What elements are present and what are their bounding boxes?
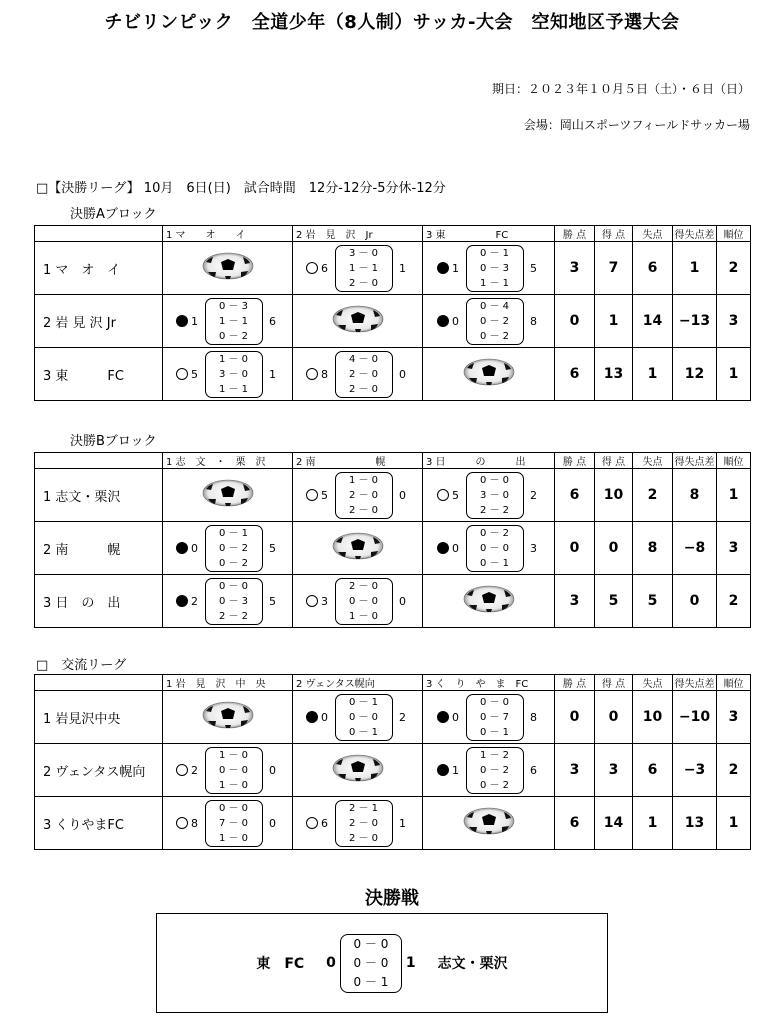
halves-scores: [335, 472, 393, 519]
block-a-label: 決勝Aブロック: [70, 207, 157, 222]
match-cell: [423, 242, 555, 295]
match-cell: [423, 295, 555, 348]
match-cell: [423, 522, 555, 575]
header-opponent: 3 く り や ま FC: [423, 675, 555, 691]
halves-scores: [205, 800, 263, 847]
half-score: 2 － 0: [348, 580, 379, 592]
table-header-row: [35, 675, 751, 691]
stat-value: 6: [633, 242, 673, 295]
open-circle-icon: [306, 262, 318, 274]
stat-value: 2: [717, 242, 751, 295]
half-score: 7 － 0: [218, 817, 249, 829]
date-line: 期日：２０２３年１０月５日（土）・６日（日）: [491, 82, 750, 96]
goals-for: 0: [452, 541, 459, 555]
header-opponent: 1 岩 見 沢 中 央: [163, 675, 293, 691]
filled-circle-icon: [437, 315, 449, 327]
half-score: 1 － 2: [479, 749, 510, 761]
goals-against: 1: [399, 816, 406, 830]
halves-scores: [205, 351, 263, 398]
soccer-ball-icon: [463, 807, 515, 839]
filled-circle-icon: [176, 542, 188, 554]
header-corner: [35, 453, 163, 469]
goals-for: 5: [452, 488, 459, 502]
stat-value: 3: [717, 295, 751, 348]
half-score: 0 － 0: [479, 474, 510, 486]
half-score: 0 － 7: [479, 711, 510, 723]
team-name: 3 日 の 出: [35, 575, 163, 628]
filled-circle-icon: [437, 262, 449, 274]
team-name: 3 東 FC: [35, 348, 163, 401]
halves-scores: [466, 747, 524, 794]
header-stat: 勝 点: [555, 453, 595, 469]
goals-against: 6: [269, 314, 276, 328]
half-score: 0 － 2: [479, 315, 510, 327]
stat-value: 3: [595, 744, 633, 797]
half-score: 4 － 0: [348, 353, 379, 365]
header-opponent: 1 志 文 ・ 栗 沢: [163, 453, 293, 469]
half-score: 3 － 0: [348, 247, 379, 259]
goals-against: 1: [399, 261, 406, 275]
open-circle-icon: [306, 368, 318, 380]
stat-value: 7: [595, 242, 633, 295]
header-stat: 勝 点: [555, 675, 595, 691]
match-cell: [163, 797, 293, 850]
half-score: 0 － 4: [479, 300, 510, 312]
half-score: 0 － 2: [218, 542, 249, 554]
soccer-ball-icon: [202, 701, 254, 733]
halves-scores: [205, 298, 263, 345]
stat-value: 3: [717, 522, 751, 575]
half-score: 0 － 0: [479, 696, 510, 708]
stat-value: 6: [555, 348, 595, 401]
stat-value: 2: [717, 575, 751, 628]
half-score: 0 － 2: [479, 779, 510, 791]
match-cell: [163, 348, 293, 401]
stat-value: 1: [717, 469, 751, 522]
goals-for: 8: [191, 816, 198, 830]
header-stat: 得 点: [595, 226, 633, 242]
goals-for: 0: [452, 314, 459, 328]
halves-scores: [466, 525, 524, 572]
goals-for: 1: [191, 314, 198, 328]
goals-for: 3: [321, 594, 328, 608]
section-exchange-league: □ 交流リーグ: [36, 658, 127, 673]
match-cell: [293, 469, 423, 522]
team-name: 2 南 幌: [35, 522, 163, 575]
header-stat: 順位: [717, 453, 751, 469]
halves-scores: [466, 694, 524, 741]
goals-against: 2: [399, 710, 406, 724]
self-cell: [293, 295, 423, 348]
header-opponent: 1 マ オ イ: [163, 226, 293, 242]
open-circle-icon: [306, 595, 318, 607]
self-cell: [423, 797, 555, 850]
goals-against: 0: [399, 594, 406, 608]
header-opponent: 3 日 の 出: [423, 453, 555, 469]
half-score: 1 － 1: [348, 262, 379, 274]
stat-value: −10: [673, 691, 717, 744]
match-cell: [293, 348, 423, 401]
stat-value: 6: [555, 797, 595, 850]
final-away-team: 志文・栗沢: [437, 956, 508, 972]
goals-for: 0: [191, 541, 198, 555]
stat-value: 1: [633, 797, 673, 850]
stat-value: 0: [595, 522, 633, 575]
soccer-ball-icon: [202, 252, 254, 284]
soccer-ball-icon: [202, 479, 254, 511]
halves-scores: [335, 800, 393, 847]
filled-circle-icon: [176, 595, 188, 607]
final-title: 決勝戦: [365, 888, 419, 909]
table-row: [35, 575, 751, 628]
half-score: 0 － 0: [348, 595, 379, 607]
goals-for: 6: [321, 261, 328, 275]
goals-for: 8: [321, 367, 328, 381]
table-header-row: [35, 453, 751, 469]
header-stat: 順位: [717, 675, 751, 691]
header-stat: 得失点差: [673, 675, 717, 691]
header-opponent: 2 ヴェンタス幌向: [293, 675, 423, 691]
stat-value: 2: [633, 469, 673, 522]
team-name: 1 志文・栗沢: [35, 469, 163, 522]
match-cell: [163, 522, 293, 575]
goals-for: 2: [191, 763, 198, 777]
goals-against: 8: [530, 710, 537, 724]
half-score: 0 － 1: [348, 726, 379, 738]
filled-circle-icon: [437, 711, 449, 723]
goals-for: 1: [452, 261, 459, 275]
goals-for: 2: [191, 594, 198, 608]
team-name: 2 ヴェンタス幌向: [35, 744, 163, 797]
goals-for: 5: [191, 367, 198, 381]
self-cell: [293, 522, 423, 575]
final-box: [156, 913, 608, 1013]
halves-scores: [466, 298, 524, 345]
open-circle-icon: [176, 817, 188, 829]
goals-against: 3: [530, 541, 537, 555]
stat-value: 12: [673, 348, 717, 401]
halves-scores: [335, 578, 393, 625]
final-half-3: 0 － 1: [353, 974, 389, 989]
soccer-ball-icon: [463, 585, 515, 617]
stat-value: 0: [555, 522, 595, 575]
halves-scores: [335, 694, 393, 741]
half-score: 0 － 0: [218, 580, 249, 592]
half-score: 0 － 0: [348, 711, 379, 723]
half-score: 0 － 2: [218, 330, 249, 342]
goals-for: 1: [452, 763, 459, 777]
block-b-label: 決勝Bブロック: [70, 434, 157, 449]
half-score: 2 － 0: [348, 277, 379, 289]
header-stat: 順位: [717, 226, 751, 242]
self-cell: [423, 348, 555, 401]
final-halves: [340, 934, 402, 993]
page-title: チビリンピック 全道少年（8人制）サッカ-大会 空知地区予選大会: [104, 12, 680, 33]
stat-value: 3: [555, 242, 595, 295]
half-score: 2 － 2: [218, 610, 249, 622]
half-score: 0 － 2: [479, 764, 510, 776]
header-stat: 得 点: [595, 675, 633, 691]
table-row: [35, 348, 751, 401]
match-cell: [423, 469, 555, 522]
goals-against: 0: [399, 488, 406, 502]
stat-value: 0: [595, 691, 633, 744]
goals-for: 0: [452, 710, 459, 724]
goals-against: 5: [269, 541, 276, 555]
stat-value: 3: [717, 691, 751, 744]
half-score: 2 － 0: [348, 504, 379, 516]
match-cell: [293, 691, 423, 744]
team-name: 2 岩 見 沢 Jr: [35, 295, 163, 348]
stat-value: 3: [555, 744, 595, 797]
final-away-score: 1: [405, 955, 416, 971]
stat-value: 0: [555, 691, 595, 744]
half-score: 2 － 0: [348, 832, 379, 844]
stat-value: −8: [673, 522, 717, 575]
stat-value: 13: [673, 797, 717, 850]
half-score: 2 － 2: [479, 504, 510, 516]
stat-value: 1: [717, 797, 751, 850]
open-circle-icon: [437, 489, 449, 501]
final-half-2: 0 － 0: [353, 955, 389, 970]
match-cell: [163, 744, 293, 797]
table-header-row: [35, 226, 751, 242]
table-row: [35, 522, 751, 575]
halves-scores: [205, 525, 263, 572]
open-circle-icon: [176, 368, 188, 380]
final-home-team: 東 FC: [256, 956, 305, 972]
team-name: 1 マ オ イ: [35, 242, 163, 295]
halves-scores: [335, 351, 393, 398]
match-cell: [293, 242, 423, 295]
match-cell: [293, 575, 423, 628]
open-circle-icon: [306, 489, 318, 501]
goals-against: 2: [530, 488, 537, 502]
goals-against: 0: [399, 367, 406, 381]
soccer-ball-icon: [332, 754, 384, 786]
half-score: 0 － 1: [218, 527, 249, 539]
halves-scores: [205, 747, 263, 794]
table-row: [35, 797, 751, 850]
soccer-ball-icon: [332, 532, 384, 564]
half-score: 1 － 1: [218, 383, 249, 395]
half-score: 0 － 2: [479, 527, 510, 539]
filled-circle-icon: [437, 764, 449, 776]
header-opponent: 2 南 幌: [293, 453, 423, 469]
stat-value: 1: [633, 348, 673, 401]
filled-circle-icon: [176, 315, 188, 327]
header-stat: 得 点: [595, 453, 633, 469]
goals-against: 0: [269, 816, 276, 830]
stat-value: 6: [633, 744, 673, 797]
match-cell: [423, 744, 555, 797]
open-circle-icon: [306, 817, 318, 829]
header-opponent: 3 東 FC: [423, 226, 555, 242]
stat-value: 1: [717, 348, 751, 401]
stat-value: 10: [633, 691, 673, 744]
match-cell: [423, 691, 555, 744]
header-stat: 得失点差: [673, 453, 717, 469]
stat-value: 6: [555, 469, 595, 522]
half-score: 3 － 0: [218, 368, 249, 380]
self-cell: [293, 744, 423, 797]
goals-against: 1: [269, 367, 276, 381]
halves-scores: [205, 578, 263, 625]
soccer-ball-icon: [332, 305, 384, 337]
stat-value: 5: [633, 575, 673, 628]
soccer-ball-icon: [463, 358, 515, 390]
match-cell: [293, 797, 423, 850]
half-score: 0 － 2: [479, 330, 510, 342]
table-row: [35, 242, 751, 295]
header-stat: 失点: [633, 453, 673, 469]
venue-line: 会場：岡山スポーツフィールドサッカー場: [523, 118, 750, 132]
stat-value: 10: [595, 469, 633, 522]
goals-against: 6: [530, 763, 537, 777]
stat-value: −3: [673, 744, 717, 797]
half-score: 0 － 1: [348, 696, 379, 708]
half-score: 1 － 0: [218, 779, 249, 791]
stat-value: 1: [595, 295, 633, 348]
half-score: 1 － 1: [479, 277, 510, 289]
header-corner: [35, 226, 163, 242]
self-cell: [163, 242, 293, 295]
team-name: 3 くりやまFC: [35, 797, 163, 850]
filled-circle-icon: [306, 711, 318, 723]
stat-value: 3: [555, 575, 595, 628]
half-score: 2 － 0: [348, 489, 379, 501]
half-score: 0 － 3: [218, 595, 249, 607]
league-table: [34, 225, 751, 401]
halves-scores: [466, 472, 524, 519]
table-row: [35, 744, 751, 797]
halves-scores: [335, 245, 393, 292]
half-score: 1 － 1: [218, 315, 249, 327]
goals-for: 5: [321, 488, 328, 502]
half-score: 2 － 0: [348, 817, 379, 829]
half-score: 0 － 0: [479, 542, 510, 554]
match-cell: [163, 295, 293, 348]
half-score: 1 － 0: [218, 353, 249, 365]
half-score: 0 － 1: [479, 557, 510, 569]
self-cell: [423, 575, 555, 628]
half-score: 1 － 0: [348, 474, 379, 486]
final-home-score: 0: [326, 955, 336, 971]
half-score: 3 － 0: [479, 489, 510, 501]
goals-against: 8: [530, 314, 537, 328]
half-score: 2 － 1: [348, 802, 379, 814]
header-stat: 失点: [633, 675, 673, 691]
half-score: 1 － 0: [218, 832, 249, 844]
half-score: 2 － 0: [348, 368, 379, 380]
league-table: [34, 674, 751, 850]
stat-value: 14: [595, 797, 633, 850]
goals-against: 5: [530, 261, 537, 275]
league-table: [34, 452, 751, 628]
open-circle-icon: [176, 764, 188, 776]
table-row: [35, 469, 751, 522]
half-score: 2 － 0: [348, 383, 379, 395]
self-cell: [163, 691, 293, 744]
stat-value: 8: [673, 469, 717, 522]
section-final-league: □【決勝リーグ】 10月 6日(日) 試合時間 12分-12分-5分休-12分: [36, 181, 446, 196]
stat-value: 0: [555, 295, 595, 348]
stat-value: 2: [717, 744, 751, 797]
goals-against: 5: [269, 594, 276, 608]
stat-value: −13: [673, 295, 717, 348]
half-score: 0 － 0: [218, 764, 249, 776]
header-stat: 得失点差: [673, 226, 717, 242]
stat-value: 13: [595, 348, 633, 401]
match-cell: [163, 575, 293, 628]
table-row: [35, 691, 751, 744]
half-score: 1 － 0: [218, 749, 249, 761]
stat-value: 14: [633, 295, 673, 348]
half-score: 0 － 0: [218, 802, 249, 814]
halves-scores: [466, 245, 524, 292]
stat-value: 5: [595, 575, 633, 628]
header-corner: [35, 675, 163, 691]
half-score: 0 － 3: [218, 300, 249, 312]
stat-value: 8: [633, 522, 673, 575]
stat-value: 0: [673, 575, 717, 628]
filled-circle-icon: [437, 542, 449, 554]
half-score: 0 － 3: [479, 262, 510, 274]
final-half-1: 0 － 0: [353, 936, 389, 951]
half-score: 0 － 2: [218, 557, 249, 569]
goals-against: 0: [269, 763, 276, 777]
header-stat: 失点: [633, 226, 673, 242]
header-opponent: 2 岩 見 沢 Jr: [293, 226, 423, 242]
goals-for: 0: [321, 710, 328, 724]
half-score: 1 － 0: [348, 610, 379, 622]
half-score: 0 － 1: [479, 726, 510, 738]
half-score: 0 － 1: [479, 247, 510, 259]
table-row: [35, 295, 751, 348]
stat-value: 1: [673, 242, 717, 295]
self-cell: [163, 469, 293, 522]
team-name: 1 岩見沢中央: [35, 691, 163, 744]
header-stat: 勝 点: [555, 226, 595, 242]
goals-for: 6: [321, 816, 328, 830]
